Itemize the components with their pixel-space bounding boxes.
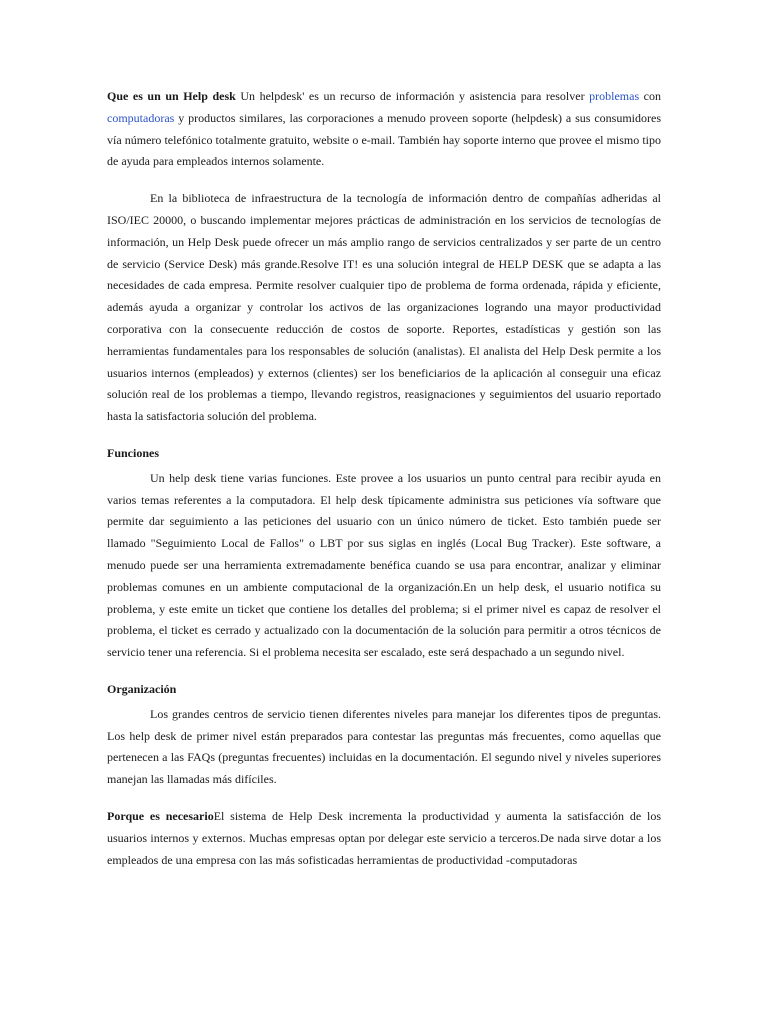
porque-text: El sistema de Help Desk incrementa la productividad y aumenta la satisfacción de los usuarios internos y externos. Muchas empresas optan por delegar este servicio a terceros.De nada sirve dotar a los empleados de una empresa con las más sofisticadas herramientas de productividad -computadoras: [107, 808, 661, 867]
document-page: [107, 86, 661, 871]
funciones-paragraph: Un help desk tiene varias funciones. Este provee a los usuarios un punto central para recibir ayuda en varios temas referentes a la computadora. El help desk típicamente administra sus peticiones vía software que permite dar seguimiento a las peticiones del usuario con un único número de ticket. Esto también puede ser llamado "Seguimiento Local de Fallos" o LBT por sus siglas en inglés (Local Bug Tracker). Este software, a menudo puede ser una herramienta extremadamente benéfica cuando se usa para encontrar, analizar y eliminar problemas comunes en un ambiente computacional de la organización.En un help desk, el usuario notifica su problema, y este emite un ticket que contiene los detalles del problema; si el primer nivel es capaz de resolver el problema, el ticket es cerrado y actualizado con la documentación de la solución para permitir a otros técnicos de servicio tener una referencia. Si el problema necesita ser escalado, este será despachado a un segundo nivel.: [107, 470, 661, 660]
organizacion-heading: Organización: [107, 681, 177, 696]
link-computadoras[interactable]: computadoras: [107, 110, 175, 125]
itil-paragraph: En la biblioteca de infraestructura de la tecnología de información dentro de compañías adheridas al ISO/IEC 20000, o buscando implementar mejores prácticas de administración en los servicios de tecnologías de información, un Help Desk puede ofrecer un más amplio rango de servicios centralizados y ser parte de un centro de servicio (Service Desk) más grande.Resolve IT! es una solución integral de HELP DESK que se adapta a las necesidades de cada empresa. Permite resolver cualquier tipo de problema de forma ordenada, rápida y eficiente, además ayuda a organizar y controlar los activos de las organizaciones logrando una mayor productividad corporativa con la consecuente reducción de costos de soporte. Reportes, estadísticas y gestión son las herramientas fundamentales para los responsables de solución (analistas). El analista del Help Desk permite a los usuarios internos (empleados) y externos (clientes) ser los beneficiarios de la aplicación al conseguir una eficaz solución real de los problemas a tiempo, llevando registros, reasignaciones y seguimientos del usuario reportado hasta la satisfactoria solución del problema.: [107, 191, 661, 424]
funciones-heading: Funciones: [107, 445, 160, 460]
organizacion-paragraph: Los grandes centros de servicio tienen diferentes niveles para manejar los diferentes tipos de preguntas. Los help desk de primer nivel están preparados para contestar las preguntas más frecuentes, como aquellas que pertenecen a las FAQs (preguntas frecuentes) incluidas en la documentación. El segundo nivel y niveles superiores manejan las llamadas más difíciles.: [107, 706, 661, 787]
link-problemas[interactable]: problemas: [589, 89, 640, 103]
porque-paragraph: [107, 806, 661, 871]
intro-text-2: con: [639, 89, 662, 103]
intro-title: Que es un un Help desk: [107, 89, 236, 103]
intro-text-3: y productos similares, las corporaciones a menudo proveen soporte (helpdesk) a sus consumidores vía número telefónico totalmente gratuito, website o e-mail. También hay soporte interno que provee el mismo tipo de ayuda para empleados internos solamente.: [107, 110, 661, 169]
intro-paragraph: [107, 86, 661, 173]
porque-heading: Porque es necesario: [107, 808, 214, 823]
intro-text-1: Un helpdesk' es un recurso de información y asistencia para resolver: [235, 89, 590, 103]
